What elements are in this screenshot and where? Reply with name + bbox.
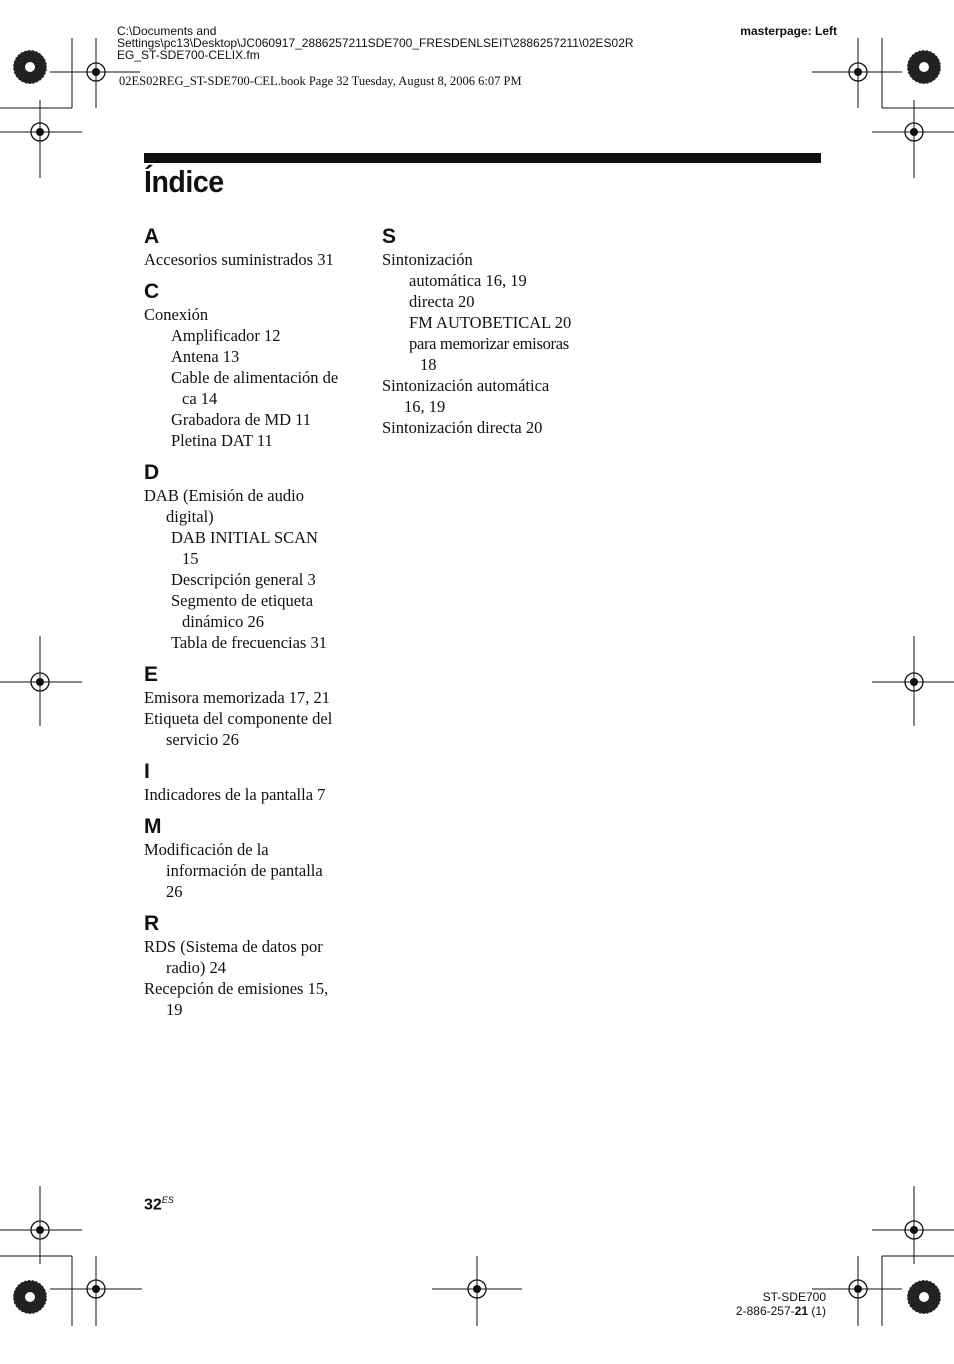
index-subentry: Descripción general 3 <box>171 570 316 589</box>
index-entry: Sintonización <box>382 250 473 269</box>
index-entry-cont: radio) 24 <box>166 958 227 977</box>
index-entry-cont: digital) <box>166 507 214 526</box>
index-subentry: Cable de alimentación de <box>171 368 339 387</box>
index-entry: Sintonización directa 20 <box>382 418 543 437</box>
index-subentry: DAB INITIAL SCAN <box>171 528 318 547</box>
index-entry-cont: 26 <box>166 882 183 901</box>
page-number-value: 32 <box>144 1196 162 1214</box>
file-path-line: C:\Documents and <box>117 24 217 38</box>
index-subentry: para memorizar emisoras <box>409 334 569 353</box>
section-letter: C <box>144 280 160 303</box>
index-entry-cont: servicio 26 <box>166 730 239 749</box>
index-entry: RDS (Sistema de datos por <box>144 937 323 956</box>
section-letter: A <box>144 225 160 248</box>
index-subentry-cont: 15 <box>182 549 199 568</box>
index-column-left <box>144 225 359 1020</box>
index-section-c <box>144 280 359 451</box>
index-subentry: Tabla de frecuencias 31 <box>171 633 327 652</box>
section-letter: R <box>144 912 160 935</box>
section-letter: M <box>144 815 162 838</box>
index-entry-cont: 16, 19 <box>404 397 446 416</box>
part-code: 2-886-257-21 (1) <box>735 1304 826 1318</box>
index-subentry-cont: 18 <box>420 355 437 374</box>
index-section-r <box>144 912 359 1020</box>
index-section-a <box>144 225 359 270</box>
page-title: Índice <box>144 164 224 199</box>
index-column-right <box>382 225 597 438</box>
index-entry: Conexión <box>144 305 209 324</box>
index-subentry-cont: ca 14 <box>182 389 218 408</box>
index-entry-cont: información de pantalla <box>166 861 323 880</box>
model-name: ST-SDE700 <box>762 1290 826 1304</box>
index-section-e <box>144 663 359 750</box>
title-rule <box>144 153 821 163</box>
index-entry: Emisora memorizada 17, 21 <box>144 688 331 707</box>
index-section-i <box>144 760 359 805</box>
index-subentry: directa 20 <box>409 292 475 311</box>
index-entry: Etiqueta del componente del <box>144 709 333 728</box>
file-path-line: Settings\pc13\Desktop\JC060917_2886257211SDE700_FRESDENLSEIT\2886257211\02ES02R <box>117 36 634 50</box>
index-subentry: Antena 13 <box>171 347 240 366</box>
page-number <box>144 1195 174 1214</box>
section-letter: E <box>144 663 159 686</box>
index-subentry: Pletina DAT 11 <box>171 431 273 450</box>
index-entry: DAB (Emisión de audio <box>144 486 304 505</box>
index-section-m <box>144 815 359 902</box>
index-entry: Indicadores de la pantalla 7 <box>144 785 326 804</box>
index-subentry: FM AUTOBETICAL 20 <box>409 313 572 332</box>
index-entry-cont: 19 <box>166 1000 183 1019</box>
section-letter: S <box>382 225 397 248</box>
index-subentry: automática 16, 19 <box>409 271 527 290</box>
index-section-s <box>382 225 597 438</box>
index-subentry: Segmento de etiqueta <box>171 591 314 610</box>
section-letter: D <box>144 461 160 484</box>
index-subentry: Grabadora de MD 11 <box>171 410 312 429</box>
file-path-line: EG_ST-SDE700-CELIX.fm <box>117 48 260 62</box>
index-subentry-cont: dinámico 26 <box>182 612 265 631</box>
page-number-suffix: ES <box>161 1195 174 1205</box>
section-letter: I <box>144 760 150 783</box>
book-info-line: 02ES02REG_ST-SDE700-CEL.book Page 32 Tuesday, August 8, 2006 6:07 PM <box>119 74 522 88</box>
index-subentry: Amplificador 12 <box>171 326 281 345</box>
index-entry: Modificación de la <box>144 840 269 859</box>
index-entry: Accesorios suministrados 31 <box>144 250 334 269</box>
model-footer <box>736 1290 826 1318</box>
index-entry: Sintonización automática <box>382 376 550 395</box>
file-path-header <box>117 25 717 61</box>
masterpage-label: masterpage: Left <box>740 24 837 38</box>
index-entry: Recepción de emisiones 15, <box>144 979 329 998</box>
index-section-d <box>144 461 359 653</box>
